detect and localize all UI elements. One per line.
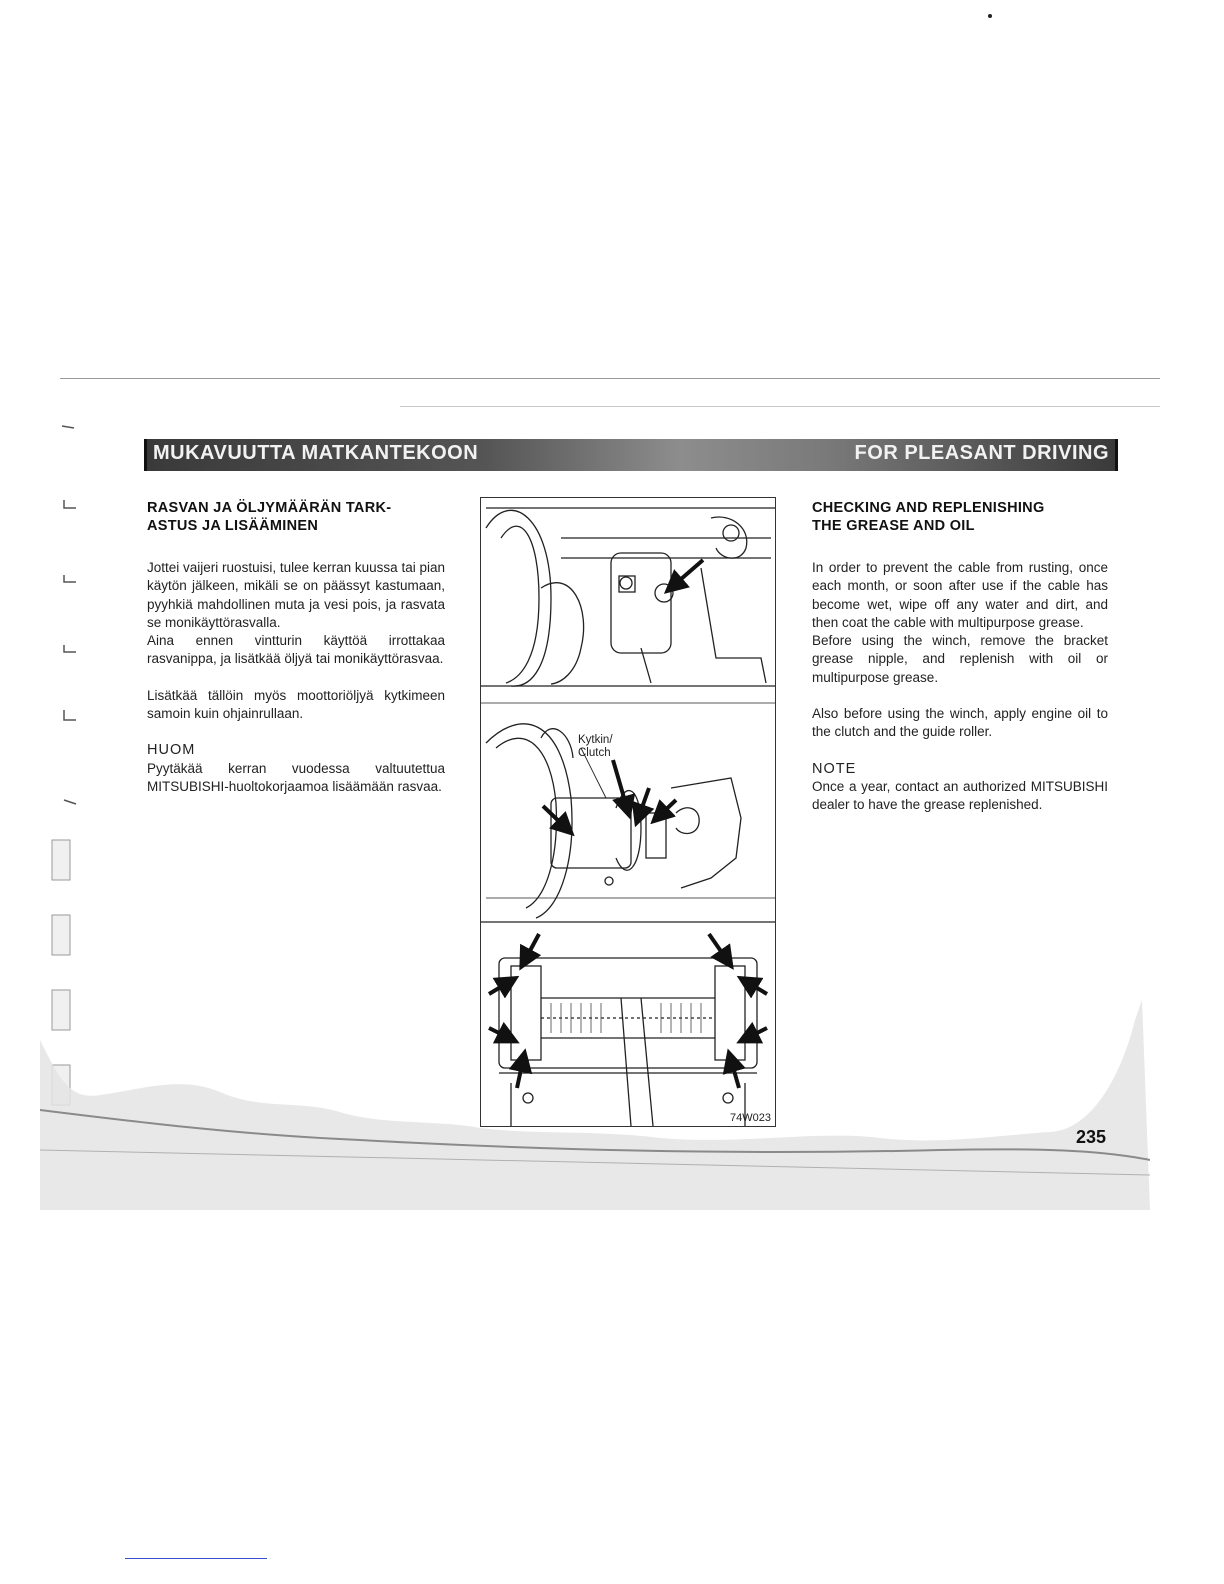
english-paragraph-3: Also before using the winch, apply engine oil to the clutch and the guide roller. (812, 706, 1108, 740)
finnish-heading-line1: RASVAN JA ÖLJYMÄÄRÄN TARK- (147, 500, 392, 516)
finnish-note-text: Pyytäkää kerran vuodessa valtuutettua MITSUBISHI-huoltokorjaamoa lisäämään rasvaa. (147, 760, 445, 794)
english-paragraph-2: Before using the winch, remove the bracket grease nipple, and replenish with oil or multipurpose grease. (812, 633, 1108, 685)
english-note-text: Once a year, contact an authorized MITSUBISHI dealer to have the grease replenished. (812, 778, 1108, 813)
finnish-paragraph-3: Lisätkää tällöin myös moottoriöljyä kytkimeen samoin kuin ohjainrullaan. (147, 687, 445, 722)
english-heading-line2: THE GREASE AND OIL (812, 518, 975, 534)
clutch-callout (578, 734, 613, 760)
finnish-heading-line2: ASTUS JA LISÄÄMINEN (147, 518, 319, 534)
clutch-label-finnish: Kytkin/ (578, 734, 613, 746)
clutch-label-english: Clutch (578, 747, 611, 759)
footer-line (125, 1558, 267, 1559)
english-heading (812, 499, 1108, 535)
finnish-heading (147, 499, 445, 535)
torn-page-edge (40, 1000, 1150, 1210)
english-column (812, 499, 1108, 815)
finnish-paragraph-2: Aina ennen vintturin käyttöä irrottakaa rasvanippa, ja lisätkää öljyä tai monikäyttörasvaa. (147, 633, 445, 667)
section-header-bar (144, 439, 1118, 471)
header-title-english: FOR PLEASANT DRIVING (854, 442, 1109, 464)
finnish-column (147, 499, 445, 796)
top-rule (60, 378, 1160, 379)
english-paragraph-1: In order to prevent the cable from rusting, once each month, or soon after use if the cable has become wet, wipe off any water and dirt, and then coat the cable with multipurpose grease. (812, 560, 1108, 630)
finnish-note-title: HUOM (147, 742, 196, 759)
speck (988, 14, 992, 18)
top-rule-faint (400, 406, 1160, 407)
english-heading-line1: CHECKING AND REPLENISHING (812, 500, 1045, 516)
english-note-title: NOTE (812, 760, 857, 777)
finnish-paragraph-1: Jottei vaijeri ruostuisi, tulee kerran kuussa tai pian käytön jälkeen, mikäli se on päässyt kastumaan, pyyhkiä mahdollinen muta ja vesi pois, ja rasvata se monikäyttörasvalla. (147, 560, 445, 630)
header-title-finnish: MUKAVUUTTA MATKANTEKOON (153, 442, 479, 464)
figure-code: 74W023 (730, 1112, 771, 1124)
page-number: 235 (1076, 1127, 1107, 1147)
